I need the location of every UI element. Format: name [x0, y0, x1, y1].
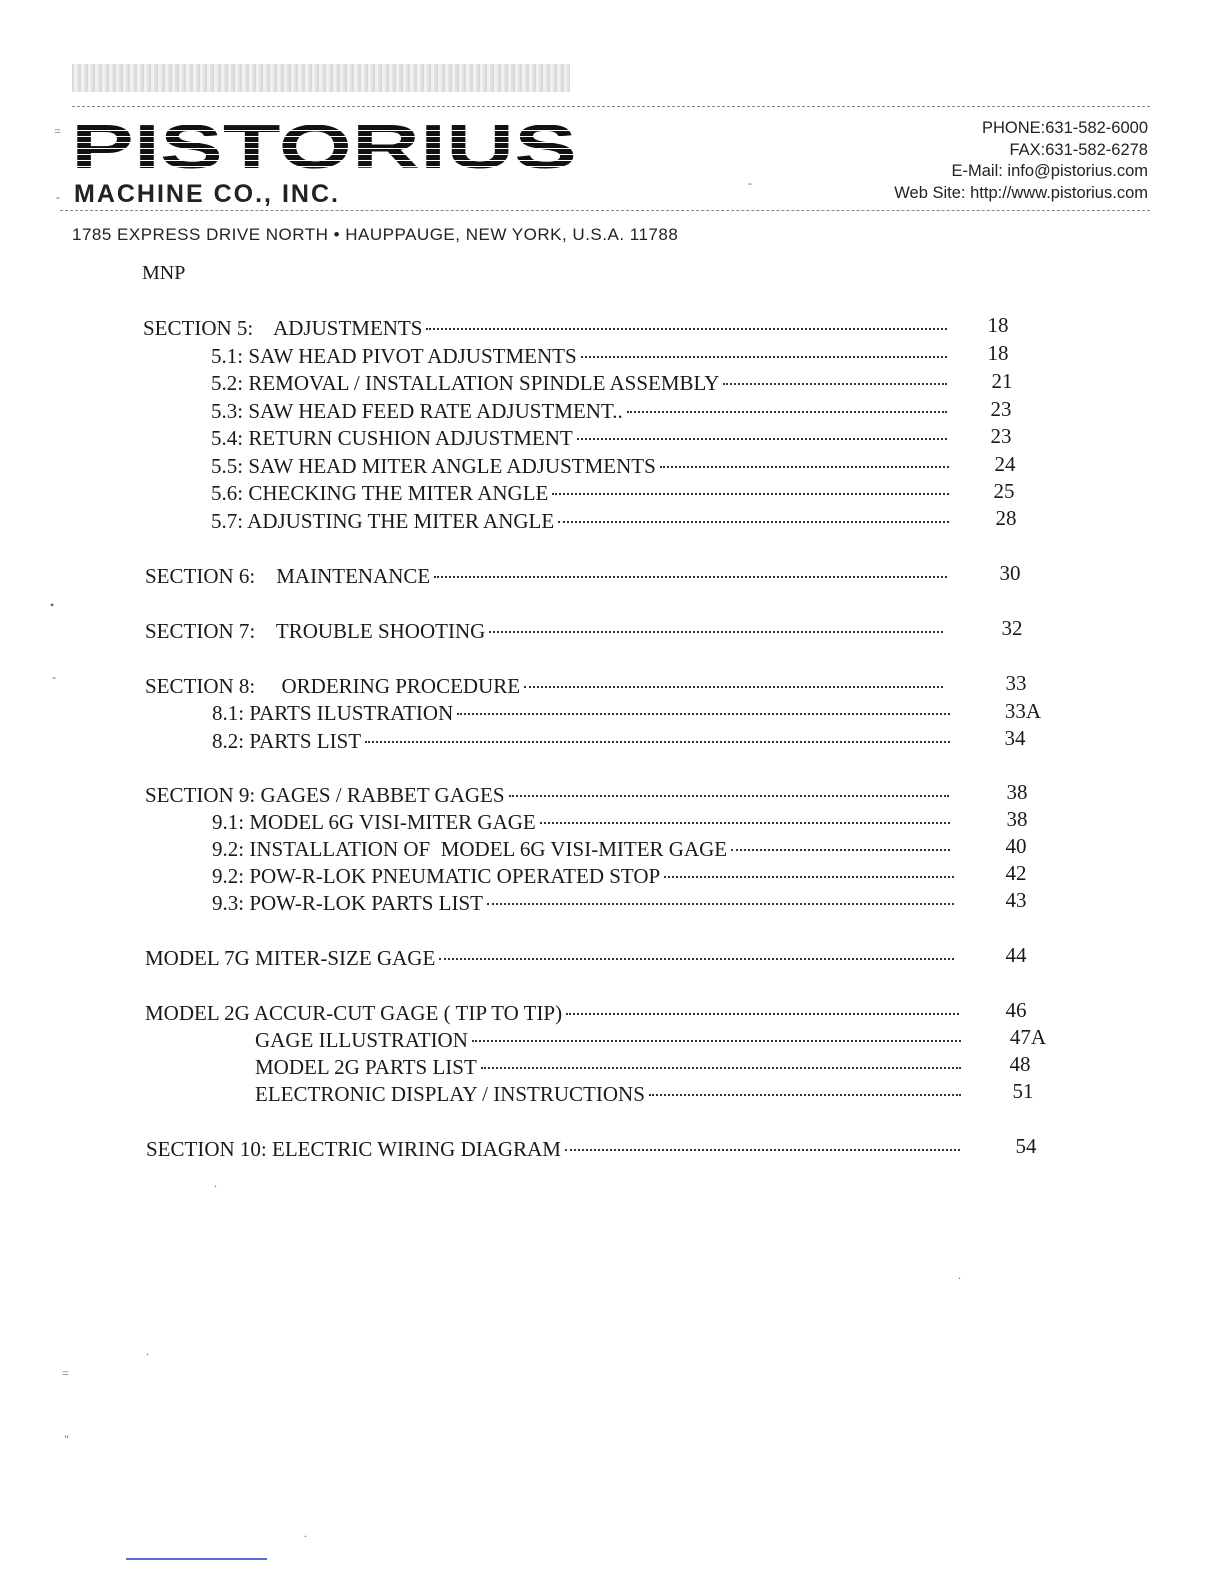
toc-label: 8.2: PARTS LIST — [212, 729, 362, 753]
scan-speck: - — [56, 190, 60, 204]
toc-page-number: 40 — [1005, 834, 1027, 858]
toc-entry-section-6 — [145, 563, 951, 590]
toc-entry-section-8 — [145, 673, 947, 700]
email-address: E-Mail: info@pistorius.com — [951, 162, 1148, 180]
toc-label: MODEL 2G PARTS LIST — [255, 1055, 477, 1079]
toc-label: MODEL 7G MITER-SIZE GAGE — [145, 946, 436, 970]
scan-speck: • — [50, 598, 55, 612]
letterhead-bottom-rule — [60, 210, 1150, 211]
toc-label: 5.6: CHECKING THE MITER ANGLE — [211, 481, 549, 505]
toc-label: SECTION 9: GAGES / RABBET GAGES — [145, 783, 505, 807]
toc-label: 5.1: SAW HEAD PIVOT ADJUSTMENTS — [211, 344, 577, 368]
toc-page-number: 32 — [1001, 616, 1023, 640]
bottom-blue-line — [126, 1558, 267, 1560]
toc-page-number: 42 — [1005, 861, 1027, 885]
toc-entry-8-1 — [212, 700, 954, 727]
scan-speck: = — [62, 1366, 69, 1380]
toc-entry-5-7 — [211, 508, 953, 535]
toc-entry-9-2-installation — [212, 836, 954, 863]
toc-label: 5.3: SAW HEAD FEED RATE ADJUSTMENT.. — [211, 399, 623, 423]
toc-page-number: 47A — [1009, 1025, 1047, 1049]
toc-entry-2g-parts-list — [255, 1054, 965, 1081]
toc-label: 9.3: POW-R-LOK PARTS LIST — [212, 891, 483, 915]
toc-label: MODEL 2G ACCUR-CUT GAGE ( TIP TO TIP) — [145, 1001, 563, 1025]
scan-speck: . — [304, 1526, 307, 1540]
toc-entry-9-2-pow-r-lok — [212, 863, 958, 890]
toc-label: ELECTRONIC DISPLAY / INSTRUCTIONS — [255, 1082, 645, 1106]
toc-entry-5-4 — [211, 425, 951, 452]
toc-page-number: 43 — [1005, 888, 1027, 912]
toc-page-number: 25 — [993, 479, 1015, 503]
toc-page-number: 23 — [990, 424, 1012, 448]
toc-label: SECTION 5: ADJUSTMENTS — [143, 316, 423, 340]
toc-label: SECTION 10: ELECTRIC WIRING DIAGRAM — [146, 1137, 561, 1161]
contact-block — [894, 118, 1148, 204]
scan-speck: . — [146, 1344, 149, 1358]
toc-entry-section-7 — [145, 618, 947, 645]
svg-text:PISTORIUS: PISTORIUS — [71, 122, 577, 172]
toc-entry-section-9 — [145, 782, 953, 809]
toc-label: 5.7: ADJUSTING THE MITER ANGLE — [211, 509, 555, 533]
scan-speck: - — [52, 670, 56, 684]
toc-page-number: 18 — [987, 313, 1009, 337]
toc-label: SECTION 8: ORDERING PROCEDURE — [145, 674, 521, 698]
toc-entry-section-5 — [143, 315, 951, 342]
website-address: Web Site: http://www.pistorius.com — [894, 183, 1148, 202]
street-address: 1785 EXPRESS DRIVE NORTH • HAUPPAUGE, NEW YORK, U.S.A. 11788 — [72, 225, 679, 244]
toc-entry-8-2 — [212, 728, 954, 755]
toc-label: GAGE ILLUSTRATION — [255, 1028, 468, 1052]
toc-entry-5-3 — [211, 398, 951, 425]
toc-page-number: 48 — [1009, 1052, 1031, 1076]
pistorius-logo — [68, 122, 580, 172]
toc-page-number: 24 — [994, 452, 1016, 476]
phone-number: PHONE:631-582-6000 — [981, 119, 1148, 137]
toc-entry-5-1 — [211, 343, 951, 370]
toc-label: 5.5: SAW HEAD MITER ANGLE ADJUSTMENTS — [211, 454, 656, 478]
company-name: MACHINE CO., INC. — [74, 180, 340, 208]
toc-page-number: 38 — [1006, 807, 1028, 831]
scan-speck: " — [64, 1432, 69, 1446]
toc-label: 8.1: PARTS ILUSTRATION — [212, 701, 454, 725]
toc-page-number: 28 — [995, 506, 1017, 530]
toc-entry-section-10 — [146, 1136, 964, 1163]
toc-page-number: 33A — [1004, 699, 1042, 723]
fax-number: FAX:631-582-6278 — [1009, 140, 1148, 159]
document-code: MNP — [142, 262, 186, 284]
toc-page-number: 44 — [1005, 943, 1027, 967]
toc-page-number: 34 — [1004, 726, 1026, 750]
toc-entry-5-2 — [211, 370, 951, 397]
toc-page-number: 38 — [1006, 780, 1028, 804]
toc-entry-gage-illustration — [255, 1027, 965, 1054]
scan-speck: . — [958, 1268, 961, 1282]
toc-entry-9-1 — [212, 809, 954, 836]
scan-artifact-strip — [72, 64, 570, 92]
toc-page-number: 54 — [1015, 1134, 1037, 1158]
toc-page-number: 18 — [987, 341, 1009, 365]
toc-entry-9-3 — [212, 890, 958, 917]
toc-page-number: 21 — [991, 369, 1013, 393]
scan-speck: = — [54, 124, 61, 138]
toc-label: 5.4: RETURN CUSHION ADJUSTMENT — [211, 426, 573, 450]
letterhead-top-rule — [72, 106, 1150, 107]
toc-entry-electronic-display — [255, 1081, 965, 1108]
toc-entry-5-6 — [211, 480, 953, 507]
toc-page-number: 46 — [1005, 998, 1027, 1022]
toc-label: 5.2: REMOVAL / INSTALLATION SPINDLE ASSEMBLY — [211, 371, 720, 395]
toc-page-number: 51 — [1012, 1079, 1034, 1103]
scan-speck: . — [214, 1176, 217, 1190]
toc-entry-model-2g — [145, 1000, 963, 1027]
toc-page-number: 30 — [999, 561, 1021, 585]
toc-entry-model-7g — [145, 945, 958, 972]
toc-label: SECTION 7: TROUBLE SHOOTING — [145, 619, 486, 643]
scan-speck: - — [748, 176, 752, 190]
toc-entry-5-5 — [211, 453, 953, 480]
toc-label: SECTION 6: MAINTENANCE — [145, 564, 431, 588]
toc-page-number: 33 — [1005, 671, 1027, 695]
toc-label: 9.2: POW-R-LOK PNEUMATIC OPERATED STOP — [212, 864, 661, 888]
toc-label: 9.2: INSTALLATION OF MODEL 6G VISI-MITER GAGE — [212, 837, 728, 861]
toc-page-number: 23 — [990, 397, 1012, 421]
toc-label: 9.1: MODEL 6G VISI-MITER GAGE — [212, 810, 536, 834]
